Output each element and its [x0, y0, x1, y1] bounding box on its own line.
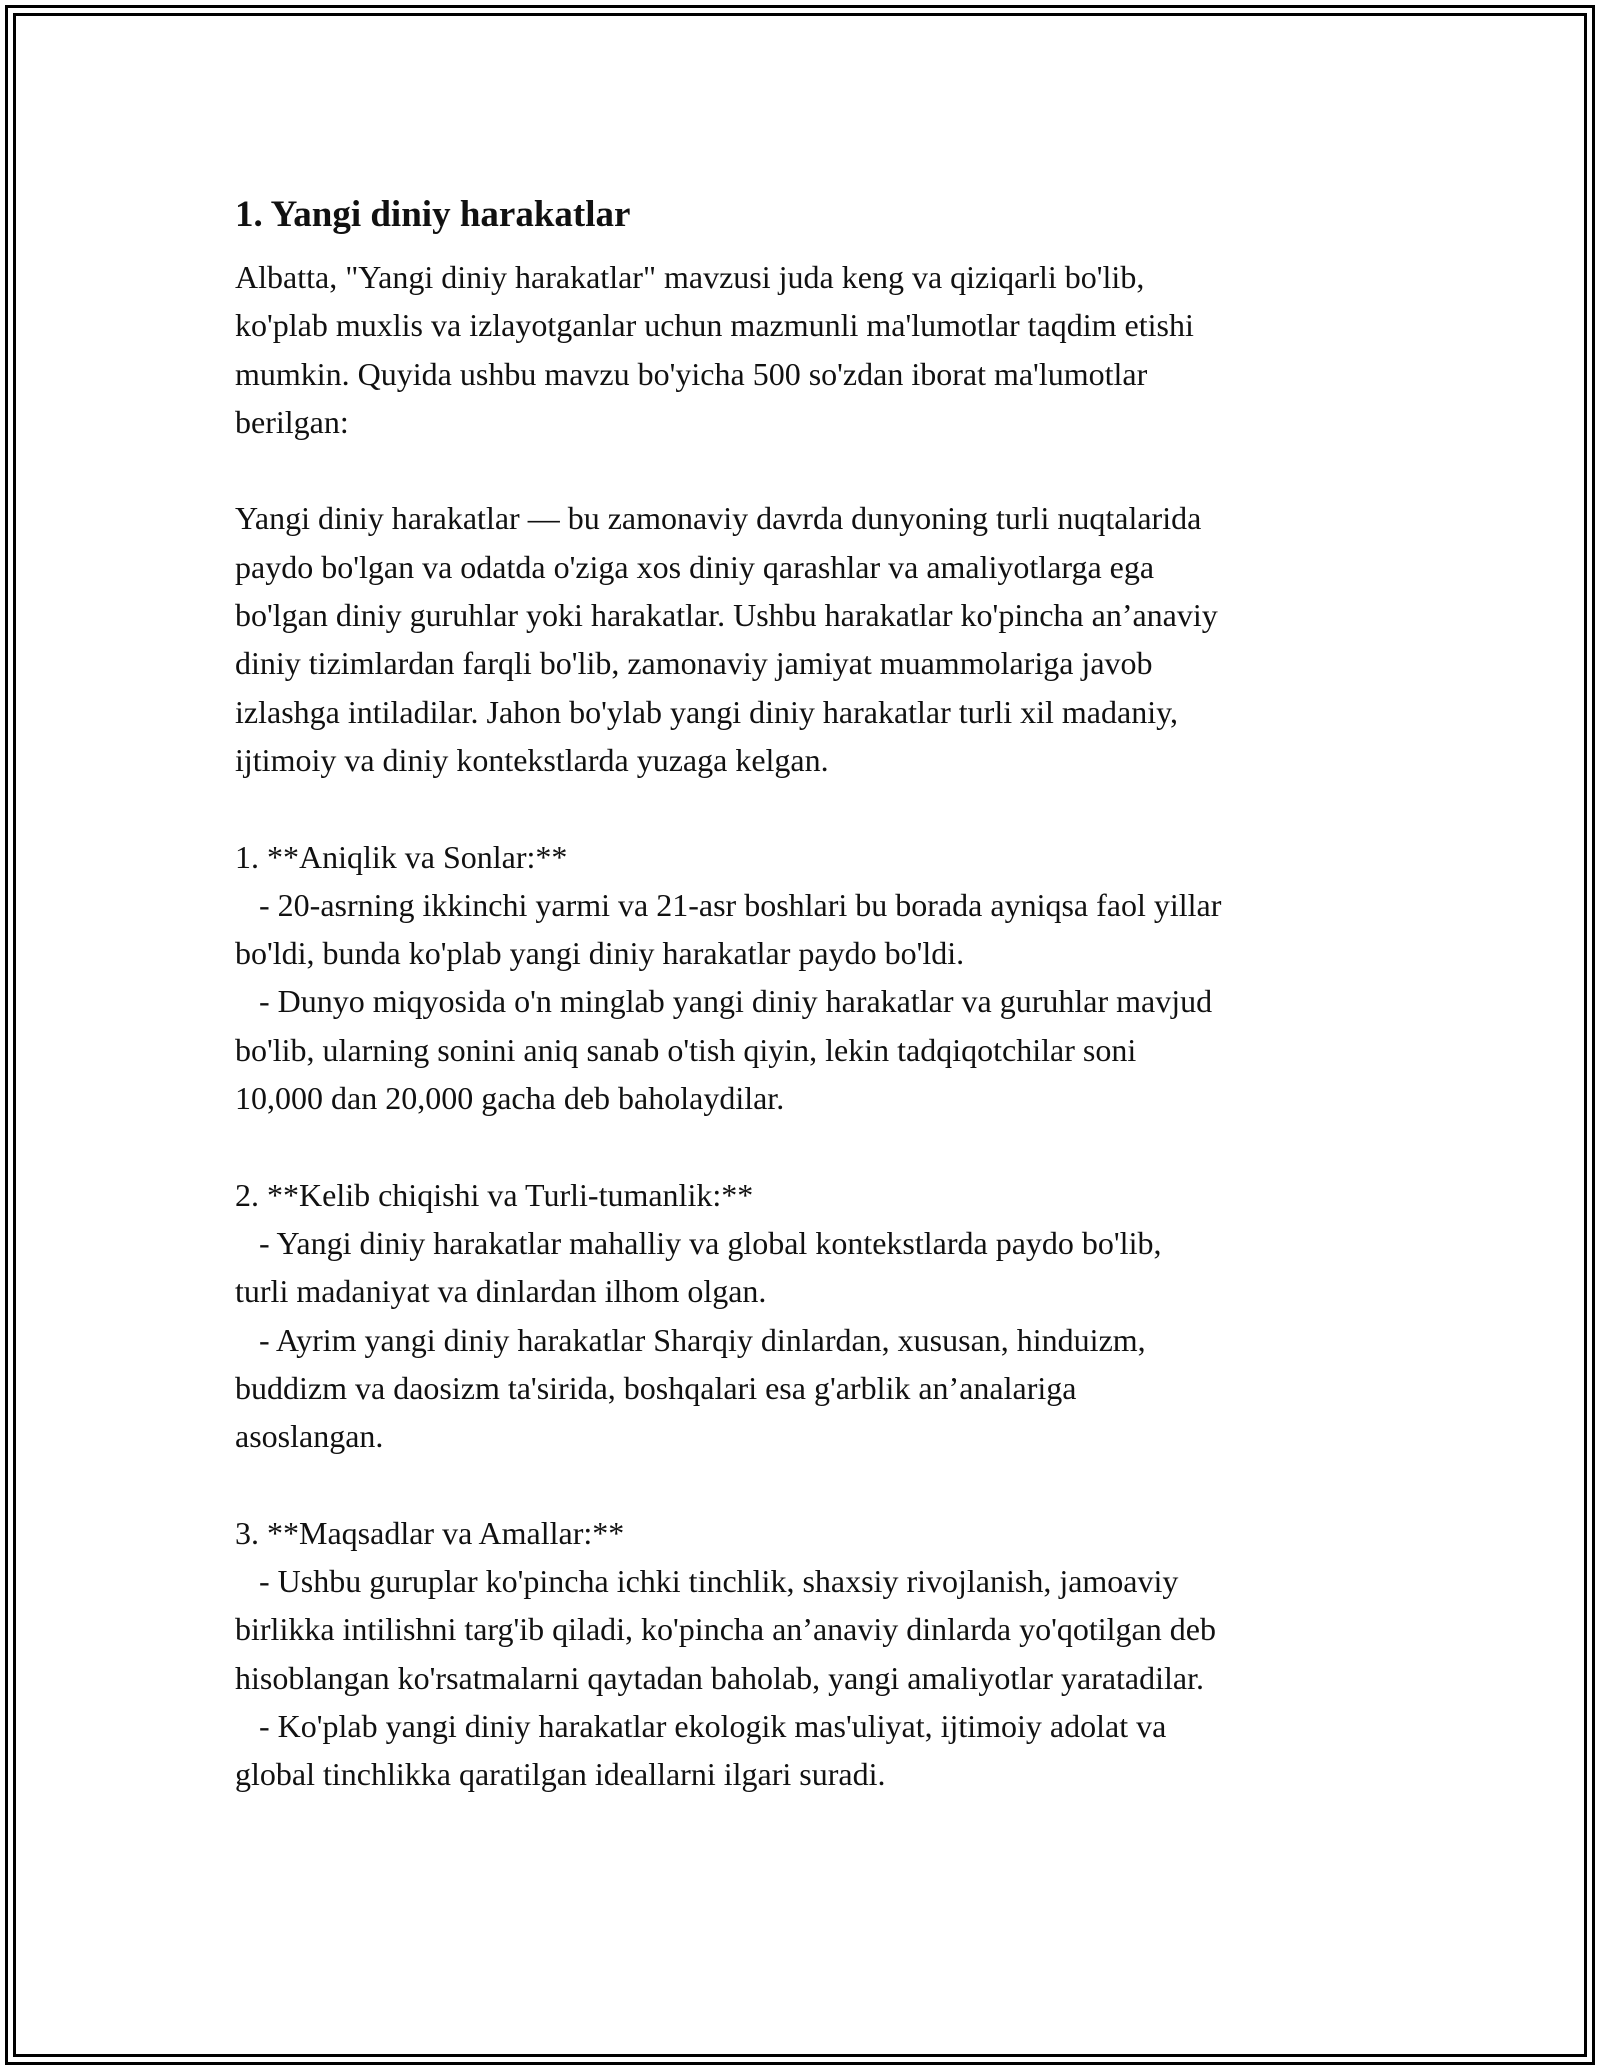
paragraph-gap [235, 784, 1395, 832]
text-line: Albatta, "Yangi diniy harakatlar" mavzusi juda keng va qiziqarli bo'lib, [235, 259, 1145, 295]
text-line: asoslangan. [235, 1418, 384, 1455]
text-line: 10,000 dan 20,000 gacha deb baholaydilar. [235, 1080, 785, 1117]
text-line: diniy tizimlardan farqli bo'lib, zamonaviy jamiyat muammolariga javob [235, 645, 1153, 682]
section-2 [235, 1171, 1395, 1461]
text-line: - Dunyo miqyosida o'n minglab yangi diniy harakatlar va guruhlar mavjud [235, 983, 1213, 1020]
text-line: paydo bo'lgan va odatda o'ziga xos diniy qarashlar va amaliyotlarga ega [235, 548, 1155, 585]
text-line: - Yangi diniy harakatlar mahalliy va global kontekstlarda paydo bo'lib, [235, 1224, 1162, 1261]
text-line: mumkin. Quyida ushbu mavzu bo'yicha 500 so'zdan iborat ma'lumotlar [235, 355, 1148, 392]
text-line: - Ushbu guruplar ko'pincha ichki tinchlik, shaxsiy rivojlanish, jamoaviy [235, 1563, 1179, 1600]
section-title: 2. **Kelib chiqishi va Turli-tumanlik:** [235, 1176, 754, 1213]
section-3 [235, 1509, 1395, 1799]
document-body [235, 187, 1395, 1799]
text-line: - Ayrim yangi diniy harakatlar Sharqiy dinlardan, xususan, hinduizm, [235, 1321, 1146, 1358]
section-title: 3. **Maqsadlar va Amallar:** [235, 1514, 625, 1551]
paragraph-gap [235, 1460, 1395, 1508]
text-line: ko'plab muxlis va izlayotganlar uchun mazmunli ma'lumotlar taqdim etishi [235, 307, 1194, 344]
document-heading: 1. Yangi diniy harakatlar [235, 194, 631, 235]
text-line: Yangi diniy harakatlar — bu zamonaviy davrda dunyoning turli nuqtalarida [235, 500, 1202, 537]
definition-paragraph [235, 494, 1395, 784]
text-line: global tinchlikka qaratilgan ideallarni ilgari suradi. [235, 1756, 886, 1793]
text-line: birlikka intilishni targ'ib qiladi, ko'pincha an’anaviy dinlarda yo'qotilgan deb [235, 1611, 1216, 1648]
text-line: bo'ldi, bunda ko'plab yangi diniy harakatlar paydo bo'ldi. [235, 935, 965, 972]
text-line: - 20-asrning ikkinchi yarmi va 21-asr boshlari bu borada ayniqsa faol yillar [235, 886, 1222, 923]
intro-paragraph [235, 253, 1395, 446]
paragraph-gap [235, 1122, 1395, 1170]
text-line: izlashga intiladilar. Jahon bo'ylab yangi diniy harakatlar turli xil madaniy, [235, 693, 1178, 730]
paragraph-gap [235, 446, 1395, 494]
text-line: turli madaniyat va dinlardan ilhom olgan. [235, 1273, 767, 1310]
text-line: ijtimoiy va diniy kontekstlarda yuzaga kelgan. [235, 741, 829, 778]
text-line: - Ko'plab yangi diniy harakatlar ekologik mas'uliyat, ijtimoiy adolat va [235, 1707, 1167, 1744]
section-title: 1. **Aniqlik va Sonlar:** [235, 838, 568, 875]
text-line: bo'lib, ularning sonini aniq sanab o'tish qiyin, lekin tadqiqotchilar soni [235, 1031, 1137, 1068]
text-line: bo'lgan diniy guruhlar yoki harakatlar. Ushbu harakatlar ko'pincha an’anaviy [235, 597, 1218, 634]
text-line: buddizm va daosizm ta'sirida, boshqalari esa g'arblik an’analariga [235, 1369, 1077, 1406]
section-1 [235, 833, 1395, 1123]
text-line: hisoblangan ko'rsatmalarni qaytadan baholab, yangi amaliyotlar yaratadilar. [235, 1659, 1204, 1696]
text-line: berilgan: [235, 403, 349, 440]
